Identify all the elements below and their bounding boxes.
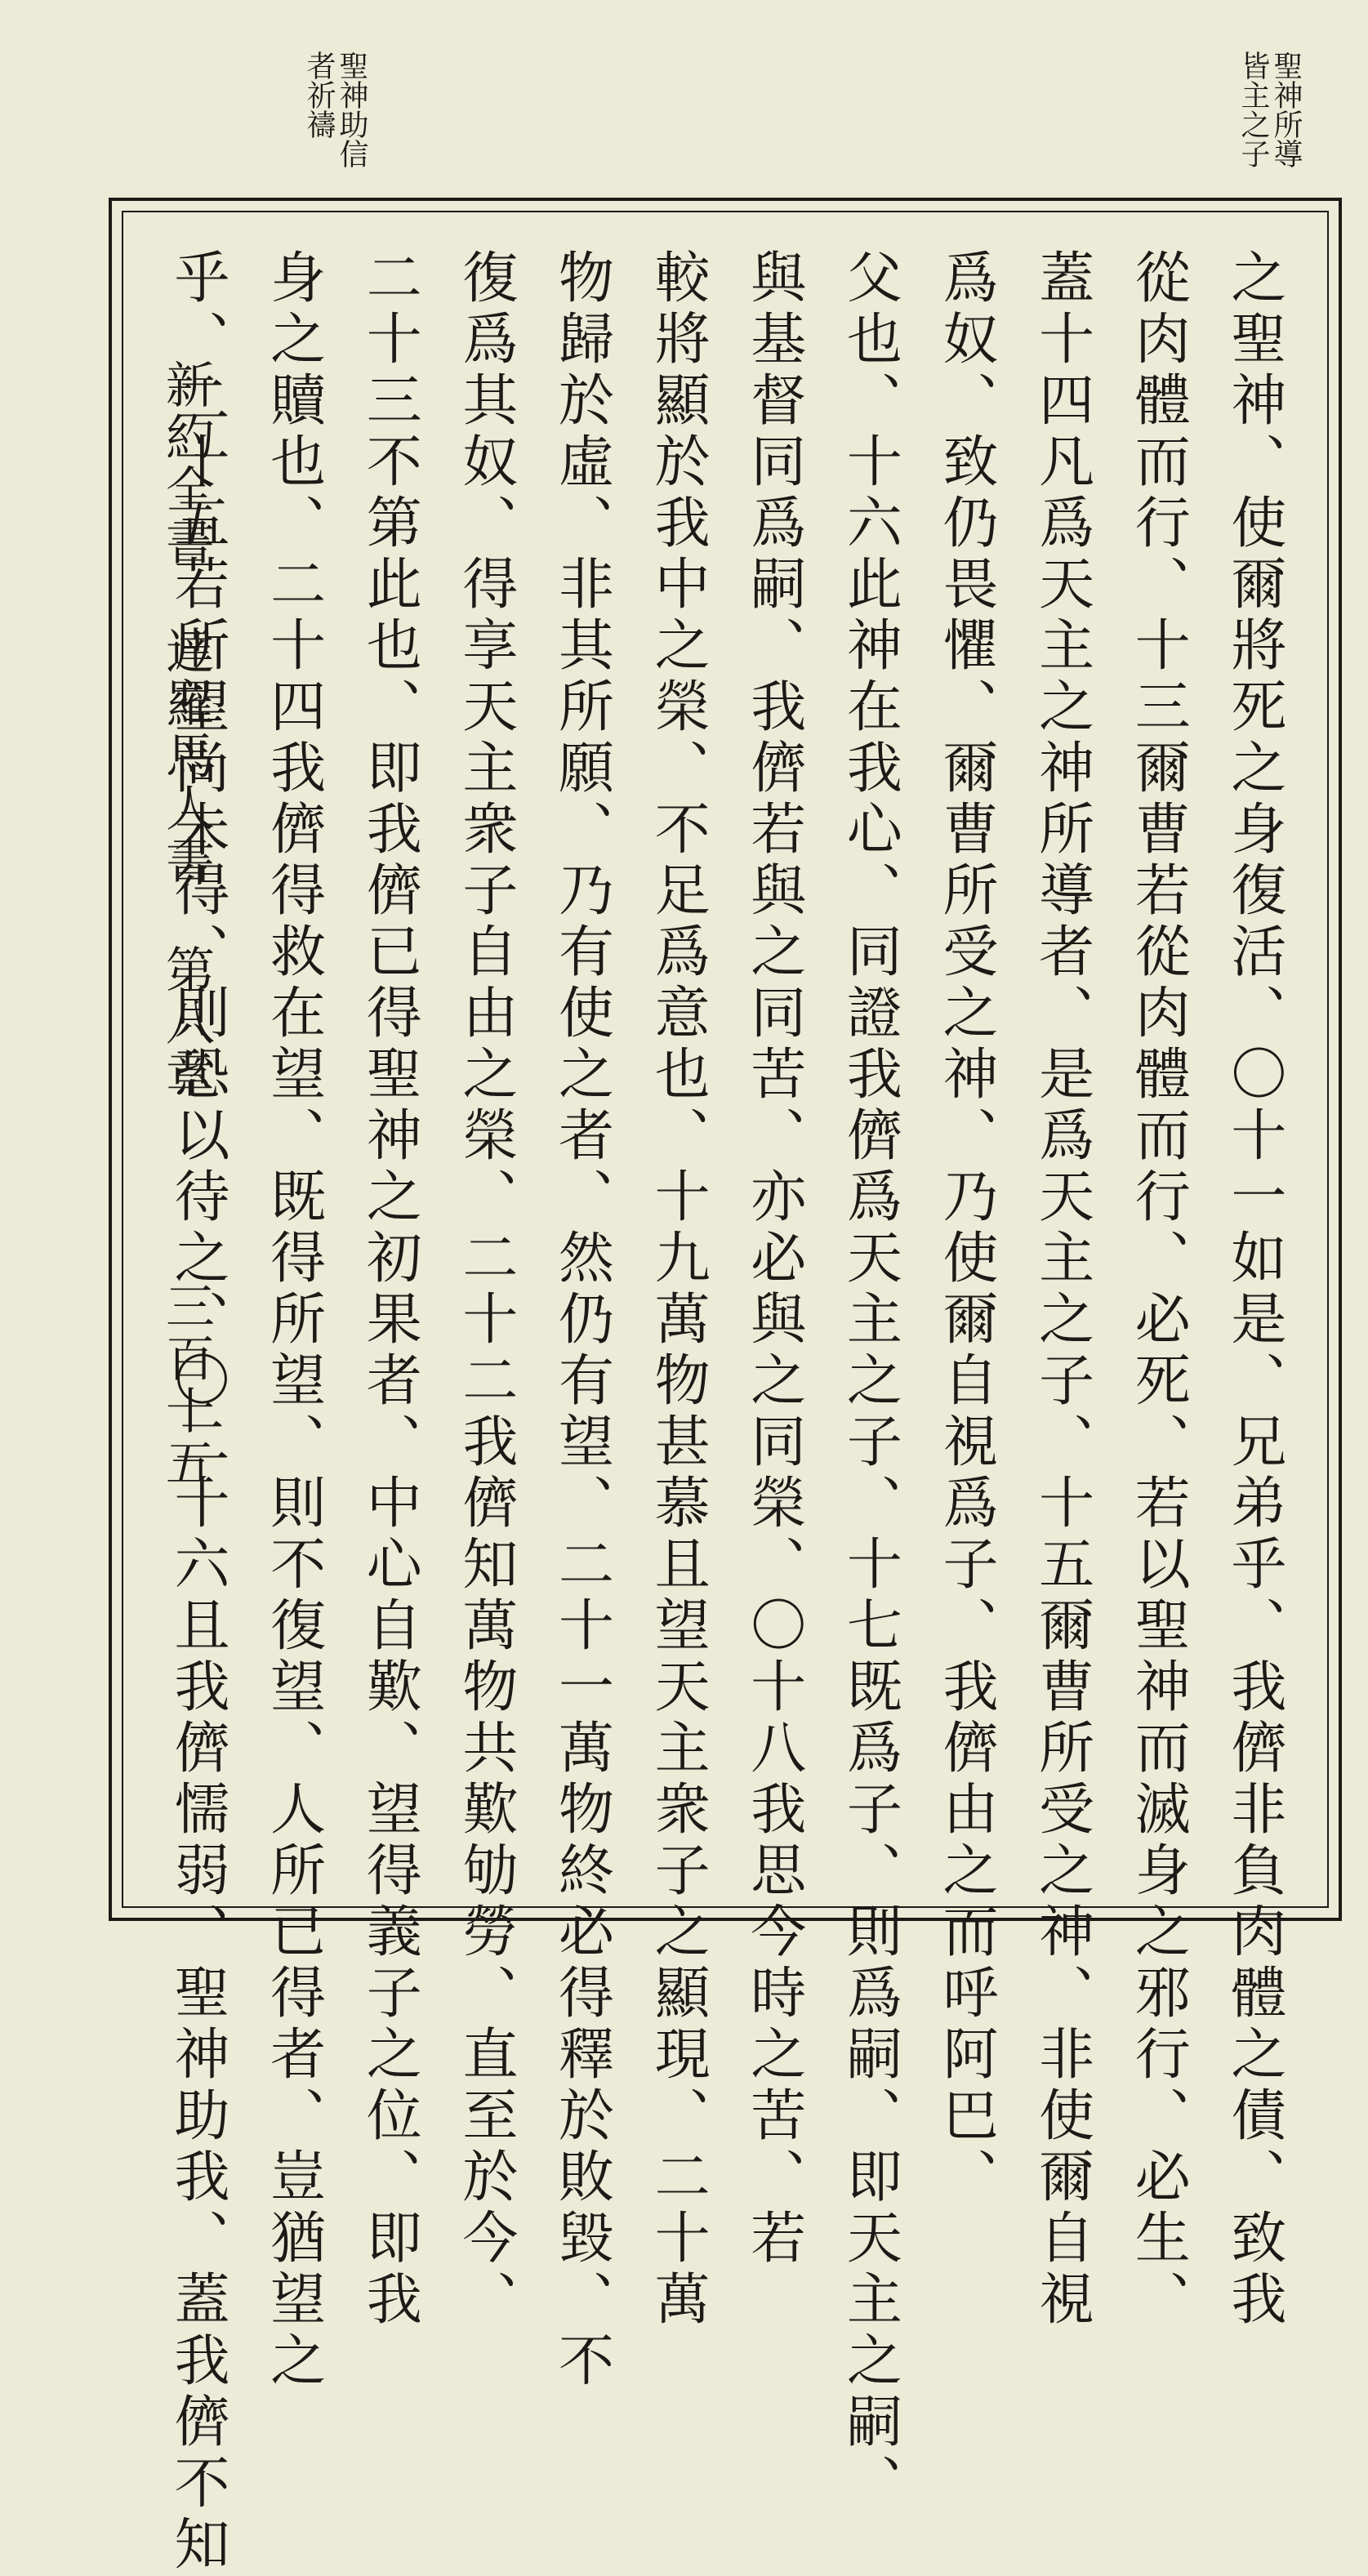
book-title: 新約全書 xyxy=(158,359,215,568)
text-column: 之聖神、使爾將死之身復活、〇十一如是、兄弟乎、我儕非負肉體之債、致我 xyxy=(1221,248,1286,2331)
headnote-spirit-helps xyxy=(157,51,366,168)
text-column: 蓋十四凡爲天主之神所導者、是爲天主之子、十五爾曹所受之神、非使爾自視 xyxy=(1029,248,1094,2331)
chapter-label: 第八章 xyxy=(158,944,215,1101)
text-column: 爲奴、致仍畏懼、爾曹所受之神、乃使爾自視爲子、我儕由之而呼阿巴、 xyxy=(934,248,998,2208)
text-frame xyxy=(109,198,1342,2576)
text-column: 與基督同爲嗣、我儕若與之同苦、亦必與之同榮、〇十八我思今時之苦、若 xyxy=(741,248,806,2270)
text-columns xyxy=(154,248,1296,2576)
text-column: 乎、二十五若所望尚未得、則恐以待之、〇二十六且我儕懦弱、聖神助我、蓋我儕不知 xyxy=(165,248,229,2576)
epistle-title: 達羅馬人書 xyxy=(158,626,215,887)
headnote-line: 皆主之子 xyxy=(1237,51,1270,168)
text-column: 物歸於虛、非其所願、乃有使之者、然仍有望、二十一萬物終必得釋於敗毀、不 xyxy=(549,248,614,2392)
text-column: 身之贖也、二十四我儕得救在望、既得所望、則不復望、人所已得者、豈猶望之 xyxy=(261,248,326,2392)
text-column: 復爲其奴、得享天主衆子自由之榮、二十二我儕知萬物共歎劬勞、直至於今、 xyxy=(452,248,518,2331)
text-column: 二十三不第此也、即我儕已得聖神之初果者、中心自歎、望得義子之位、即我 xyxy=(357,248,422,2331)
headnote-line: 者祈禱 xyxy=(302,51,336,139)
headnote-line: 聖神所導 xyxy=(1269,51,1303,168)
text-column: 從肉體而行、十三爾曹若從肉體而行、必死、若以聖神而滅身之邪行、必生、 xyxy=(1125,248,1191,2331)
headnote-spirit-led xyxy=(1062,51,1303,168)
headnote-line: 聖神助信 xyxy=(335,51,368,168)
page-number: 三百十五 xyxy=(158,1281,215,1490)
text-column: 父也、十六此神在我心、同證我儕爲天主之子、十七既爲子、則爲嗣、即天主之嗣、 xyxy=(837,248,902,2515)
text-column: 較將顯於我中之榮、不足爲意也、十九萬物甚慕且望天主衆子之顯現、二十萬 xyxy=(645,248,711,2331)
